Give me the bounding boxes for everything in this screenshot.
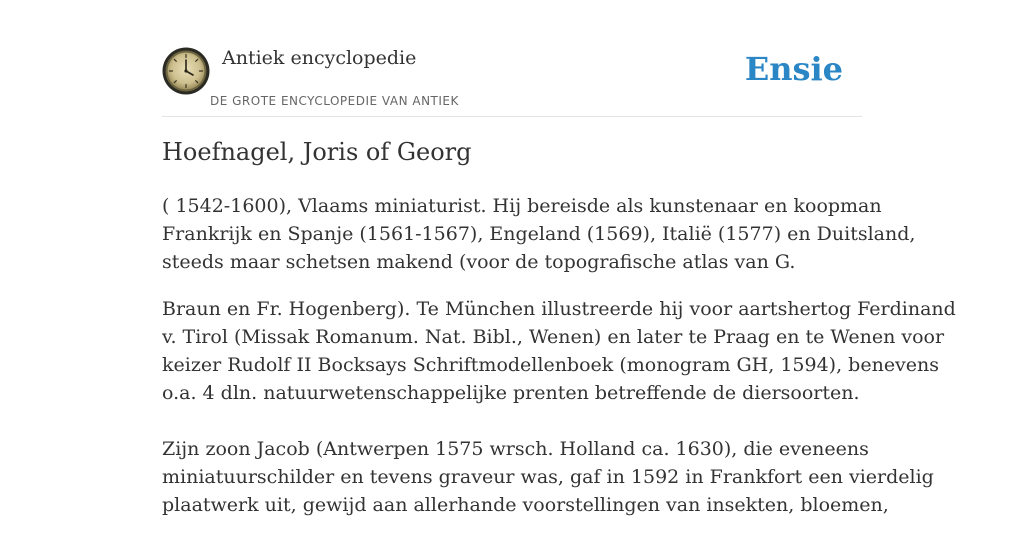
text-line: v. Tirol (Missak Romanum. Nat. Bibl., Wenen) en later te Praag en te Wenen voor xyxy=(162,326,945,348)
site-header xyxy=(162,44,862,117)
site-title[interactable]: Antiek encyclopedie xyxy=(222,47,417,69)
text-line: ( 1542-1600), Vlaams miniaturist. Hij bereisde als kunstenaar en koopman xyxy=(162,195,882,217)
text-line: Frankrijk en Spanje (1561-1567), Engeland (1569), Italië (1577) en Duitsland, xyxy=(162,223,916,245)
text-line: Braun en Fr. Hogenberg). Te München illustreerde hij voor aartshertog Ferdinand xyxy=(162,298,956,320)
text-line: steeds maar schetsen makend (voor de topografische atlas van G. xyxy=(162,251,796,273)
article-paragraph xyxy=(162,295,956,407)
text-line: Zijn zoon Jacob (Antwerpen 1575 wrsch. Holland ca. 1630), die eveneens xyxy=(162,438,869,460)
article-paragraph xyxy=(162,435,934,519)
article-paragraph xyxy=(162,192,916,276)
ensie-brand-link[interactable]: Ensie xyxy=(744,50,843,88)
text-line: miniatuurschilder en tevens graveur was, gaf in 1592 in Frankfort een vierdelig xyxy=(162,466,934,488)
article-title: Hoefnagel, Joris of Georg xyxy=(162,138,472,166)
antique-clock-icon[interactable] xyxy=(162,47,210,95)
text-line: keizer Rudolf II Bocksays Schriftmodellenboek (monogram GH, 1594), benevens xyxy=(162,354,940,376)
article-body xyxy=(162,192,956,538)
site-subtitle: DE GROTE ENCYCLOPEDIE VAN ANTIEK xyxy=(210,94,459,108)
text-line: o.a. 4 dln. natuurwetenschappelijke prenten betreffende de diersoorten. xyxy=(162,382,860,404)
text-line: plaatwerk uit, gewijd aan allerhande voorstellingen van insekten, bloemen, xyxy=(162,494,889,516)
